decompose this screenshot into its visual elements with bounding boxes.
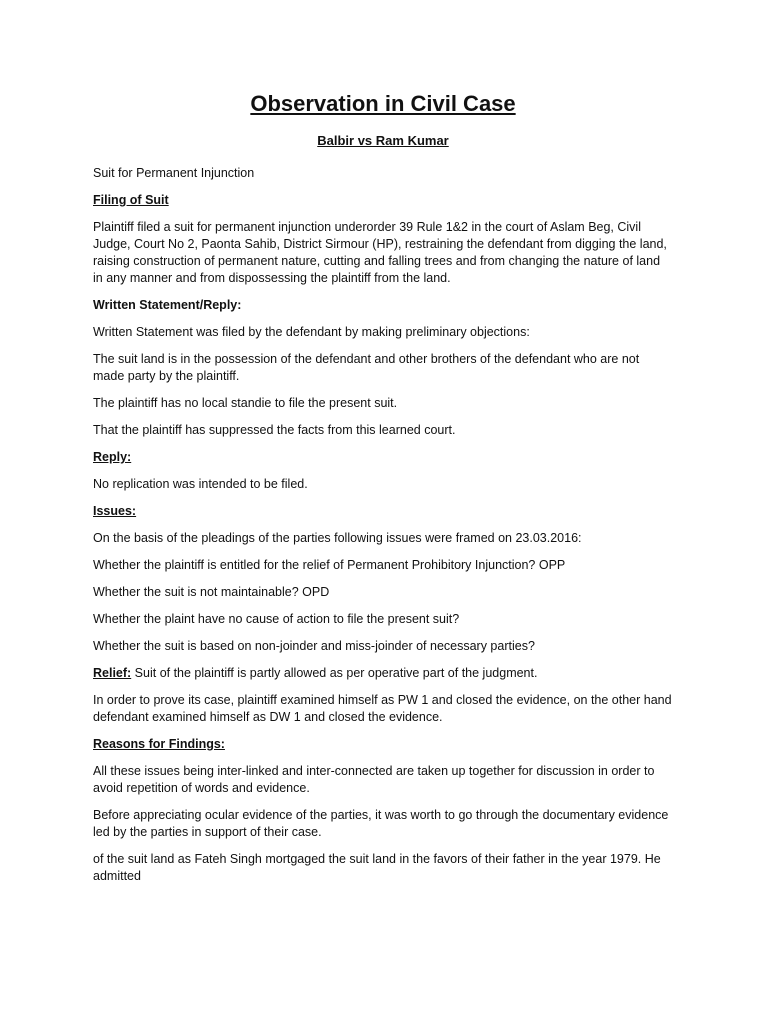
reasons-heading: Reasons for Findings: <box>93 737 225 751</box>
issue-1: Whether the plaintiff is entitled for the relief of Permanent Prohibitory Injunction? OPP <box>93 558 566 572</box>
case-name: Balbir vs Ram Kumar <box>317 133 449 148</box>
issue-4: Whether the suit is based on non-joinder and miss-joinder of necessary parties? <box>93 639 535 653</box>
written-statement-heading: Written Statement/Reply: <box>93 298 242 312</box>
issue-2: Whether the suit is not maintainable? OPD <box>93 585 330 599</box>
document-page <box>93 90 673 895</box>
filing-paragraph: Plaintiff filed a suit for permanent injunction underorder 39 Rule 1&2 in the court of Aslam Beg, Civil Judge, Court No 2, Paonta Sahib, District Sirmour (HP), restraining the defendant from digging the land, raising construction of permanent nature, cutting and falling trees and from changing the nature of land in any manner and from dispossessing the plaintiff from the land. <box>93 220 667 285</box>
reasons-paragraph-3: of the suit land as Fateh Singh mortgaged the suit land in the favors of their father in the year 1979. He admitted <box>93 852 661 883</box>
document-title: Observation in Civil Case <box>250 91 516 116</box>
evidence-paragraph: In order to prove its case, plaintiff examined himself as PW 1 and closed the evidence, on the other hand defendant examined himself as DW 1 and closed the evidence. <box>93 693 672 724</box>
issues-heading: Issues: <box>93 504 137 518</box>
reasons-paragraph-2: Before appreciating ocular evidence of the parties, it was worth to go through the documentary evidence led by the parties in support of their case. <box>93 808 669 839</box>
suit-type: Suit for Permanent Injunction <box>93 166 255 180</box>
issue-3: Whether the plaint have no cause of action to file the present suit? <box>93 612 460 626</box>
filing-heading: Filing of Suit <box>93 193 169 207</box>
relief-text: Suit of the plaintiff is partly allowed as per operative part of the judgment. <box>131 666 538 680</box>
objection-2: The plaintiff has no local standie to file the present suit. <box>93 396 398 410</box>
reasons-paragraph-1: All these issues being inter-linked and inter-connected are taken up together for discussion in order to avoid repetition of words and evidence. <box>93 764 655 795</box>
reply-paragraph: No replication was intended to be filed. <box>93 477 308 491</box>
relief-heading: Relief: <box>93 666 132 680</box>
reply-heading: Reply: <box>93 450 132 464</box>
relief-paragraph <box>93 665 673 682</box>
issues-intro: On the basis of the pleadings of the parties following issues were framed on 23.03.2016: <box>93 531 582 545</box>
written-statement-paragraph: Written Statement was filed by the defendant by making preliminary objections: <box>93 325 530 339</box>
objection-3: That the plaintiff has suppressed the facts from this learned court. <box>93 423 456 437</box>
objection-1: The suit land is in the possession of the defendant and other brothers of the defendant who are not made party by the plaintiff. <box>93 352 640 383</box>
